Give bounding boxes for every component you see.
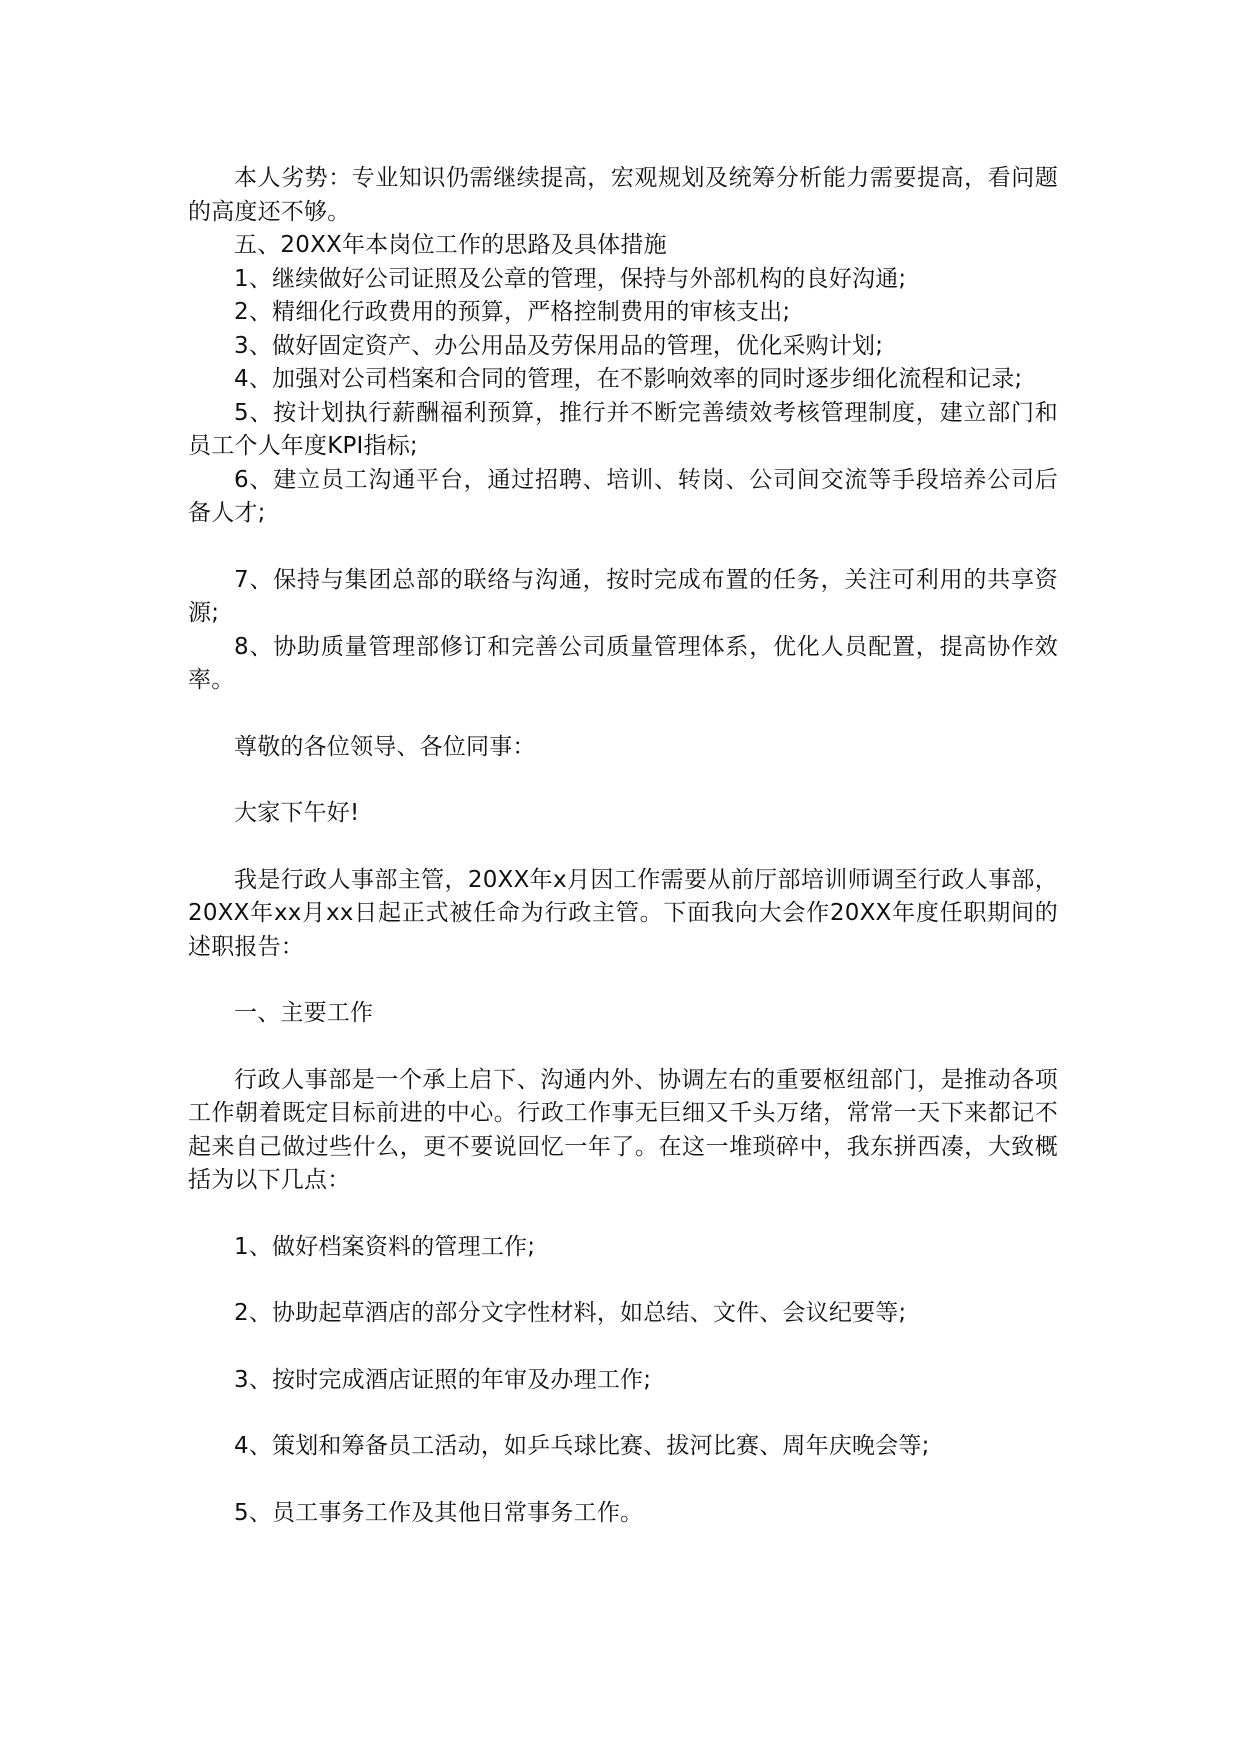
plan-item-8: 8、协助质量管理部修订和完善公司质量管理体系，优化人员配置，提高协作效率。 <box>188 633 1058 693</box>
plan-item-7: 7、保持与集团总部的联络与沟通，按时完成布置的任务，关注可利用的共享资源; <box>188 566 1058 626</box>
work-item-3: 3、按时完成酒店证照的年审及办理工作; <box>234 1366 652 1393</box>
plan-item-5: 5、按计划执行薪酬福利预算，推行并不断完善绩效考核管理制度，建立部门和员工个人年度KPI指标; <box>188 399 1058 459</box>
paragraph-weakness: 本人劣势：专业知识仍需继续提高，宏观规划及统筹分析能力需要提高，看问题的高度还不够。 <box>188 165 1058 225</box>
work-item-4: 4、策划和筹备员工活动，如乒乓球比赛、拔河比赛、周年庆晚会等; <box>234 1433 930 1459</box>
document-page <box>188 162 1058 1530</box>
plan-item-1: 1、继续做好公司证照及公章的管理，保持与外部机构的良好沟通; <box>234 265 907 292</box>
work-item-2: 2、协助起草酒店的部分文字性材料，如总结、文件、会议纪要等; <box>234 1300 907 1326</box>
plan-item-6: 6、建立员工沟通平台，通过招聘、培训、转岗、公司间交流等手段培养公司后备人才; <box>188 466 1058 526</box>
work-item-1: 1、做好档案资料的管理工作; <box>234 1233 536 1260</box>
greeting: 尊敬的各位领导、各位同事： <box>234 733 536 760</box>
intro-paragraph: 我是行政人事部主管，20XX年x月因工作需要从前厅部培训师调至行政人事部，20XX年xx月xx日起正式被任命为行政主管。下面我向大会作20XX年度任职期间的述职报告： <box>188 866 1058 960</box>
work-item-5: 5、员工事务工作及其他日常事务工作。 <box>234 1499 644 1526</box>
plan-item-4: 4、加强对公司档案和合同的管理，在不影响效率的同时逐步细化流程和记录; <box>234 366 1023 392</box>
heading-plan: 五、20XX年本岗位工作的思路及具体措施 <box>234 232 667 258</box>
plan-item-3: 3、做好固定资产、办公用品及劳保用品的管理，优化采购计划; <box>234 332 884 359</box>
plan-item-2: 2、精细化行政费用的预算，严格控制费用的审核支出; <box>234 299 791 325</box>
heading-main-work: 一、主要工作 <box>234 1000 374 1026</box>
main-work-description: 行政人事部是一个承上启下、沟通内外、协调左右的重要枢纽部门，是推动各项工作朝着既定目标前进的中心。行政工作事无巨细又千头万绪，常常一天下来都记不起来自己做过些什么，更不要说回忆一年了。在这一堆琐碎中，我东拼西凑，大致概括为以下几点： <box>188 1066 1058 1193</box>
hello-line: 大家下午好! <box>234 800 360 826</box>
